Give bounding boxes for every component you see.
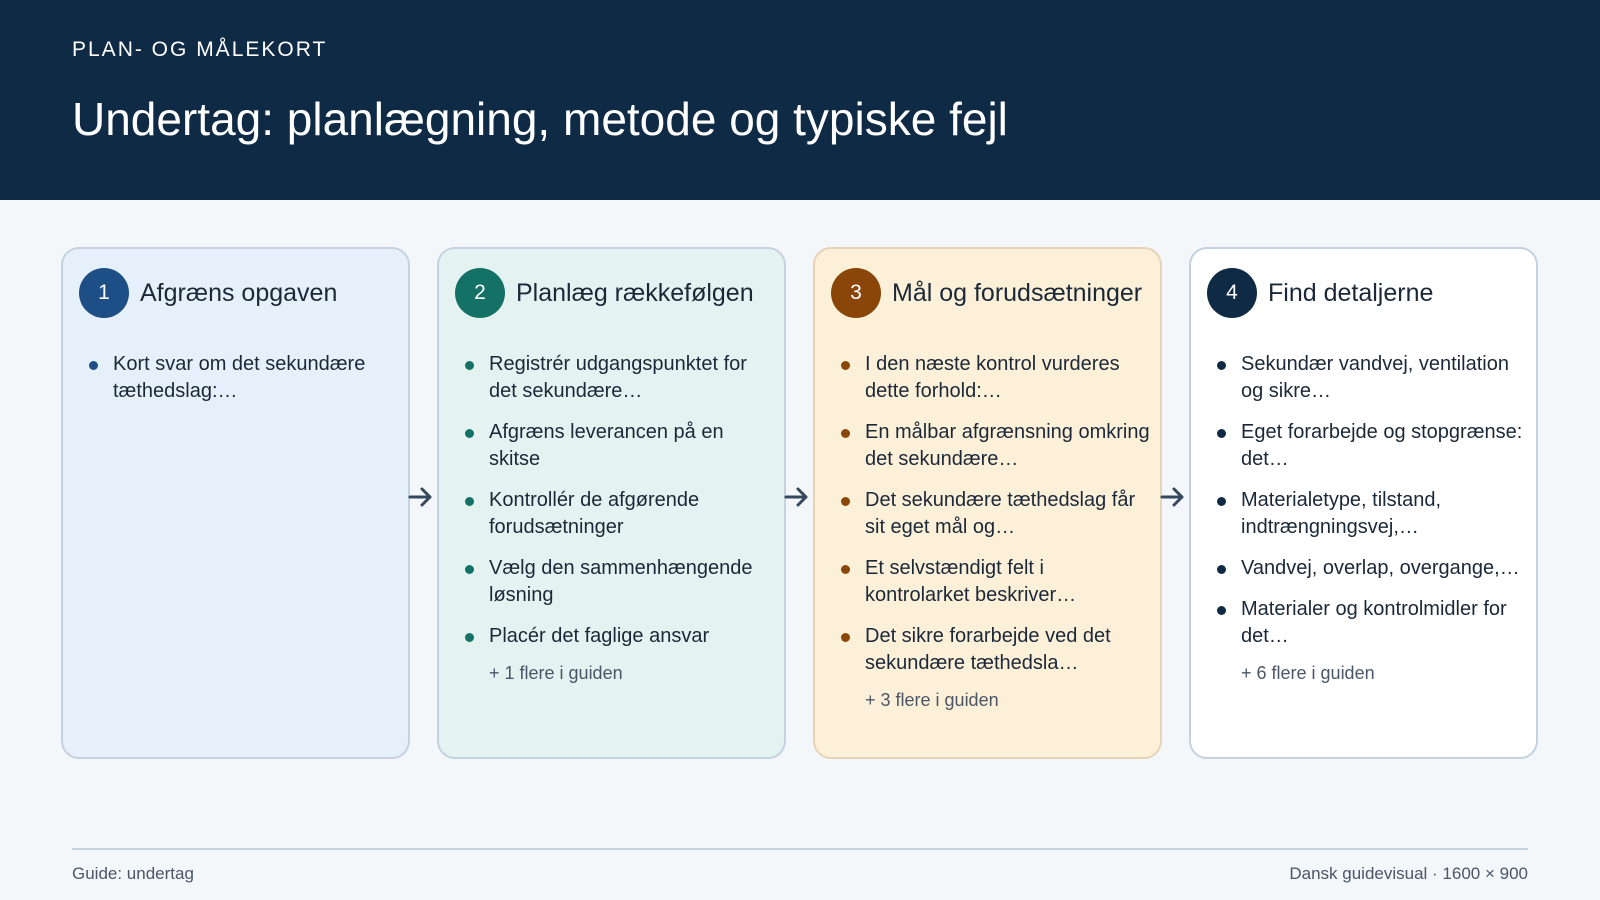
step-card-title: Find detaljerne [1268,278,1434,307]
list-item: Materialer og kontrolmidler for det… [1217,596,1527,650]
step-item-list [465,351,775,684]
bullet-icon [1217,429,1226,438]
step-item-list [89,351,399,419]
footer-guide-label: Guide: undertag [72,864,194,883]
step-card-title: Mål og forudsætninger [892,278,1143,307]
list-item: Vælg den sammenhængende løsning [465,555,775,609]
list-item: Sekundær vandvej, ventilation og sikre… [1217,351,1527,405]
step-card-2 [437,247,786,759]
step-number-badge: 4 [1207,268,1257,318]
bullet-icon [465,497,474,506]
bullet-icon [841,633,850,642]
bullet-icon [465,429,474,438]
list-item: Vandvej, overlap, overgange,… [1217,555,1527,582]
list-item: Et selvstændigt felt i kontrolarket beskriver… [841,555,1151,609]
list-item: Registrér udgangspunktet for det sekundære… [465,351,775,405]
bullet-icon [465,361,474,370]
list-item: Afgræns leverancen på en skitse [465,419,775,473]
step-card-3 [813,247,1162,759]
list-item: Kontrollér de afgørende forudsætninger [465,487,775,541]
header [0,0,1600,200]
more-in-guide-link[interactable]: + 6 flere i guiden [1241,663,1375,683]
step-card-title: Planlæg rækkefølgen [516,278,754,307]
step-number-badge: 1 [79,268,129,318]
bullet-icon [1217,361,1226,370]
bullet-icon [1217,497,1226,506]
more-in-guide-link[interactable]: + 3 flere i guiden [865,690,999,710]
step-card-4 [1189,247,1538,759]
eyebrow-label: PLAN- OG MÅLEKORT [72,38,328,61]
step-card-title: Afgræns opgaven [140,278,338,307]
bullet-icon [1217,606,1226,615]
arrow-right-icon [407,483,435,511]
arrow-right-icon [1159,483,1187,511]
list-item: Placér det faglige ansvar [465,623,775,650]
arrow-right-icon [783,483,811,511]
step-cards [61,247,1540,759]
bullet-icon [841,565,850,574]
list-item: Det sikre forarbejde ved det sekundære tæthedsla… [841,623,1151,677]
more-in-guide-link[interactable]: + 1 flere i guiden [489,663,623,683]
step-number-badge: 2 [455,268,505,318]
page-title: Undertag: planlægning, metode og typiske fejl [72,93,1008,145]
bullet-icon [465,633,474,642]
bullet-icon [841,497,850,506]
bullet-icon [465,565,474,574]
bullet-icon [1217,565,1226,574]
bullet-icon [89,361,98,370]
list-item: Materialetype, tilstand, indtrængningsvej,… [1217,487,1527,541]
list-item: Kort svar om det sekundære tæthedslag:… [89,351,399,405]
footer-divider [72,848,1528,850]
step-item-list [1217,351,1527,684]
list-item: En målbar afgrænsning omkring det sekundære… [841,419,1151,473]
footer-credit-label: Dansk guidevisual · 1600 × 900 [1289,864,1528,883]
step-card-1 [61,247,410,759]
step-number-badge: 3 [831,268,881,318]
step-item-list [841,351,1151,711]
list-item: I den næste kontrol vurderes dette forhold:… [841,351,1151,405]
bullet-icon [841,361,850,370]
bullet-icon [841,429,850,438]
list-item: Det sekundære tæthedslag får sit eget mål og… [841,487,1151,541]
list-item: Eget forarbejde og stopgrænse: det… [1217,419,1527,473]
